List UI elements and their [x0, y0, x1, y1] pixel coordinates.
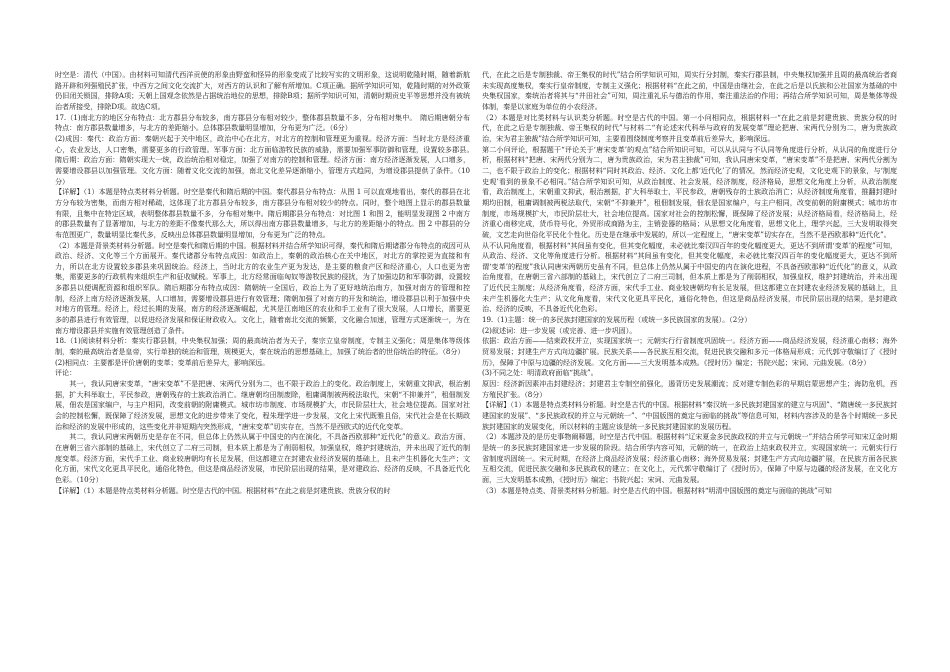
paragraph-q18-part2: (2)相同点：主要都是评价唐朝的变革；变革前后差异大，影响深远。 — [55, 357, 270, 367]
paragraph-q18-comment-2: 其二，我认同唐宋两朝历史是存在不同，但总体上仍然从属于中国史的内在演化，不具备西欧那种“近代化”的意义。政治方面，在唐朝三省六部制的基础上，宋代创立了二府三司制，但本质上都是为了削弱相权，加强皇权，维护封建统治，并未出现了近代的制度变革。经济方面，宋代手工业、商业较唐朝均有长足发展，但这都建立在封建农业经济发展的基础上，且未产生机器化大生产；文化方面，宋代文化更具平民化，通俗化特色，但这是商品经济发展，市民阶层出现的结果，是对建政治、经济的反映，不具备近代化色彩。（10分） — [55, 432, 470, 484]
paragraph-q18-explanation-2: （2）本题是对比类材料与认识类分析题。时空是古代的中国。第一小问相同点，根据材料一“在此之前是封建贵族、贵族分权的时代，在此之后是专制独裁、帝王集权的时代”与材料二“有论述宋代科举与政府的发展变革”理论把唐、宋两代分别为二，唐为贵族政治，宋为君主独裁”结合所学知识可知，主要看围绕制度考察并且变革前后差异大，影响深远。 — [482, 112, 897, 143]
paragraph-q18-explanation-4: 从不认同角度看，根据材料“其间虽有变化，但其变化幅度，未必就比秦汉四百年的变化幅度更大，更达不到所谓‘变革’的程度”可知，从政治、经济、文化等角度进行分析。根据材料“其间虽有变化，但其变化幅度，未必就比秦汉四百年的变化幅度更大，更达不到所谓‘变革’的程度”我认同唐宋两朝历史虽有不同，但总体上仍然从属于中国史的内在演化进程，不具备西欧那种“近代化”的意义，从政治角度看，在唐朝三省六部制的基础上，宋代创立了二府三司制，但本质上都是为了削弱相权，加强皇权，维护封建统治，并未出现了近代民主制度；从经济角度看，经济方面，宋代手工业、商业较唐朝均有长足发展，但这都建立在封建农业经济发展的基础上，且未产生机器化大生产；从文化角度看，宋代文化更具平民化，通俗化特色，但这是商品经济发展，市民阶层出现的结果，是封建政治、经济的反映，不具备近代化色彩。 — [482, 240, 897, 314]
paragraph-q19-part1: 19.（1)主题：统一的多民族封建国家的发展历程（或统一多民族国家的发展）。（2分） — [482, 315, 752, 325]
paragraph-q19-basis: 依据：政治方面——结束政权并立，实现国家统一；元朝实行行省制度巩固统一。经济方面——商品经济发展，经济重心南移；海外贸易发展；封建生产方式向边疆扩展。民族关系——各民族互相交流，促进民族交融和多元一体格局形成；元代郭守敬编订了《授时历》，保障了中原与边疆的经济发展。文化方面——三大发明基本成熟。《授时历》编定；书院兴起；宋词、元曲发展。（8分） — [482, 336, 897, 367]
paragraph-q19-explanation-2: （2）本题涉及的是历史事物阐释题，时空是古代中国。根据材料“辽宋夏金多民族政权的并立与元朝统一”并结合所学可知宋辽金时期是统一的多民族封建国家进一步发展的阶段。结合所学内容可知，元朝的统一，在政治上结束政权并立，实现国家统一；元朝实行行省制度巩固统一。宋元时期，在经济上商品经济发展；经济重心南移；海外贸易发展；封建生产方式向边疆扩展，在民族方面各民族互相交流，促进民族交融和多民族政权的建立；在文化上，元代郭守敬编订了《授时历》，保障了中原与边疆的经济发展，在文化方面，三大发明基本成熟，《授时历》编定；书院兴起；宋词、元曲发展。 — [482, 432, 897, 484]
paragraph-q19-part3: (3)不同之处：明清政府面临“挑战”。 — [482, 368, 598, 378]
paragraph-q17-part2: (2)成因：秦代：政治方面：秦朝兴起于关中地区，政治中心在北方，对北方的控制和管理更为重视。经济方面：当时北方是经济重心，农业发达，人口密集，需要更多的行政管理。军事方面：北方面临游牧民族的威胁，需要加强军事防御和管理，设置较多郡县。 隋后期：政治方面：隋朝实现大一统，政治统治相对稳定，加强了对南方的控制和管理。经济方面：南方经济逐渐发展，人口增多，需要增设郡县以加强管理。文化方面：随着文化交流的加强，南北文化差异逐渐缩小，管理方式趋同，为增设郡县提供了条件。（10分） — [55, 133, 478, 186]
paragraph-q19-part2: (2)叙述词：进一步发展（或完善、进一步巩固）。 — [482, 325, 637, 335]
paragraph-q19-explanation-1: 【详解】（1）本题是特点类材料分析题。时空是古代的中国。根据材料“秦汉统一多民族封建国家的建立与巩固”、“隋唐统一多民族封建国家的发展”、“多民族政权的并立与元朝统一”、“中国版图的奠定与面临的挑战”等信息可知，材料内容涉及的是各个时期统一多民族封建国家的发展变化，所以材料的主题应该是统一多民族封建国家的发展历程。 — [482, 400, 897, 431]
paragraph-q18-explanation-start: 【详解】（1）本题是特点类材料分析题。时空是古代的中国。根据材料“在此之前是封建贵族、贵族分权的时 — [55, 485, 391, 495]
paragraph-q18-explanation-cont: 代，在此之后是专制独裁、帝王集权的时代”结合所学知识可知，周实行分封制，秦实行郡县制，中央集权加强并且周的最高统治者商未实现高度集权，秦实行皇帝制度，专制主义强化；根据材料“在此之前，中国是由继社会，在此之后是以氏族和公社国家为基础的中央集权国家，秦统治者将其与“井田社会”可知，周注重礼乐与德治的作用，秦注重法治的作用；再结合所学知识可知，周是集体等级体制，秦是以家庭为单位的小农经济。 — [482, 70, 897, 111]
paragraph-q18-part1: 18.（1)阅读材料分析：秦实行郡县制，中央集权加强；周的最高统治者为天子，秦宗立皇帝制度，专制主义强化；周是集体等级体制，秦的最高统治者是皇帝，实行单独的统治和管理，规模更大，秦在统治的思想基础上，加强了统治者的世俗统治的特征。（8分） — [55, 336, 470, 357]
paragraph-q17-part1: 17.（1)南北方的地区分布特点：北方郡县分布较多，南方郡县分布相对较少，整体郡县数量不多，分布相对集中。 隋后期唐朝分布特点：南方郡县数量增多，与北方的差距缩小。总体郡县数量明显增加，分布更为广泛。（6分） — [55, 112, 470, 133]
paragraph-q18-comment-1: 其一，我认同唐宋变革，“唐宋变革”不是把唐、宋两代分别为二，也不限于政治上的变化。政治制度上，宋朝重文抑武，根治割据，扩大科举取士，平民参政，唐朝残存的士族政治消亡。继唐朝均田制废除，租庸调制被两税法取代，宋朝“不抑兼并”，租佃制发展，佃农是国家编户，与主户相同，改变前朝的附庸模式。城市坊市制度、市场规模扩大，市民阶层壮大，社会地位提高。国家对社会的控制松懈，既保障了经济发展，思想文化的进步带来了变化，程朱理学进一步发展，文化上宋代既雅且俗，宋代社会是在长期政治和经济的发展中形成的，这些变化并非短期内突然形成，“唐宋变革”切实存在，当然不是西欧式的近代化变革。 — [55, 379, 470, 431]
left-column — [55, 70, 478, 665]
paragraph-q19-explanation-3: （3）本题是特点类、背景类材料分析题。时空是古代的中国。根据材料“明清中国版图的奠定与面临的挑战”可知 — [482, 485, 832, 495]
paragraph-q18-comment-label: 评论： — [55, 368, 77, 378]
paragraph-q16-explanation: 时空是：清代（中国）。由材料可知清代西洋贡使的形象由野蛮和怪异的形象变成了比较写实的文明形象，这说明乾隆时期，随着新航路开辟和列强殖民扩张，中西方之间文化交流扩大，对西方的认识和了解有所增加。C项正确。据所学知识可知，乾隆时期的对外政策仍旧闭关锁国，排除A项；天朝上国观念依然是占据统治地位的思想，排除B项；据所学知识可知，清朝时期贡史平等思想并没有被统治者所接受，排除D项。故选C项。 — [55, 70, 470, 111]
paragraph-q18-explanation-3: 第二小问评论，根据题干“评论关于‘唐宋变革’的观点”结合所知识可知，可以从认同与不认同等角度进行分析，从认同的角度进行分析，根据材料“把唐、宋两代分别为二，唐为贵族政治，宋为君主独裁”可知，我认同唐宋变革，“唐宋变革”不是把唐、宋两代分割为二，也不限于政治上的变化；根据材料“同时其政治、经济、文化上都‘近代化’了的情况，然而经济史观，文化史观下的景象，与‘制度史观’看到的景象不必相同。”结合所学知识可知，从政治制度、社会发展，经济制度，经济格局，思想文化角度上分析，从政治制度看，政治制度上，宋朝重文抑武，根治割据，扩大科举取士，平民参政，唐朝残存的士族政治消亡；从经济制度角度看，推翻封建时期均田制，租庸调制被两税法取代，宋朝“不抑兼并”，租佃制发展，佃农是国家编户，与主户相同，改变前朝的附庸模式；城市坊市制度，市场规模扩大，市民阶层壮大，社会地位提高。国家对社会的控制松懈，既保障了经济发展；从经济格局看，经济格局上，经济重心南移完成，货币符号化，外贸形成商路为主，主销瓷器的格局；从思想文化角度看，思想文化上，理学兴起，三大发明取得突破，文艺走向世俗化平民化个性化。历史是在继承中发展的，所以一定程度上，“唐宋变革”切实存在，当然不是西欧那种“近代化”。 — [482, 144, 897, 239]
paragraph-q17-explanation-1: 【详解】（1）本题是特点类材料分析题。时空是秦代和隋后期的中国。秦代郡县分布特点：从图 1 可以直观地看出，秦代的郡县在北方分布较为密集，而南方相对稀疏，这体现了北方郡县分布较多，南方郡县分布相对较少的特点。同时，整个地图上显示的郡县数量有限，且集中在特定区域，表明整体郡县数量不多，分布相对集中。隋后期郡县分布特点：对比图 1 和图 2，能明显发现图 2 中南方的郡县数量有了显著增加，与北方的差距不像秦代那么大，所以得出南方郡县数量增多，与北方的差距缩小的特点。图 2 中郡县的分布范围更广，数量明显比秦代多，反映出总体郡县数量明显增加，分布更为广泛的特点。 — [55, 187, 470, 239]
right-column — [482, 70, 897, 665]
paragraph-q19-reason: 原因：经济新因素冲击封建经济；封建君主专制空前强化，遏背历史发展潮流；反对建专制色彩的早期启蒙思想产生；海防危机，西方殖民扩张。（8分） — [482, 379, 897, 399]
paragraph-q17-explanation-2: （2）本题是背景类材料分析题。时空是秦代和隋后期的中国。根据材料并结合所学知识可得，秦代和隋后期诸郡分布特点的成因可从政治、经济、文化等三个方面展开。秦代诸郡分布特点成因：如政治上，秦朝的政治核心在关中地区，对北方的掌控更为直接和有力，所以在北方设置较多郡县来巩固统治。经济上，当时北方的农业生产更为发达，是主要的粮食产区和经济重心，人口也更为密集，需要更多的行政机构来组织生产和征收赋税。军事上，北方经常面临匈奴等游牧民族的侵扰，为了加强边防和军事防御，设置较多郡县以便调配资源和组织军队。隋后期郡分布特点成因：隋朝统一全国后，政治上为了更好地统治南方，加强对南方的管理和控制，经济上南方经济逐渐发展，人口增加，需要增设郡县进行有效管理；隋朝加强了对南方的开发和统治，增设郡县以利于加强中央对地方的管理。经济上，经过长期的发展，南方的经济逐渐崛起，尤其是江南地区的农业和手工业有了很大发展，人口增长，需要更多的郡县进行有效管理，以促进经济发展和保证财政收入。文化上，随着南北交流的频繁，文化融合加速，管理方式逐渐统一，为在南方增设郡县并实施有效管理创造了条件。 — [55, 240, 470, 335]
